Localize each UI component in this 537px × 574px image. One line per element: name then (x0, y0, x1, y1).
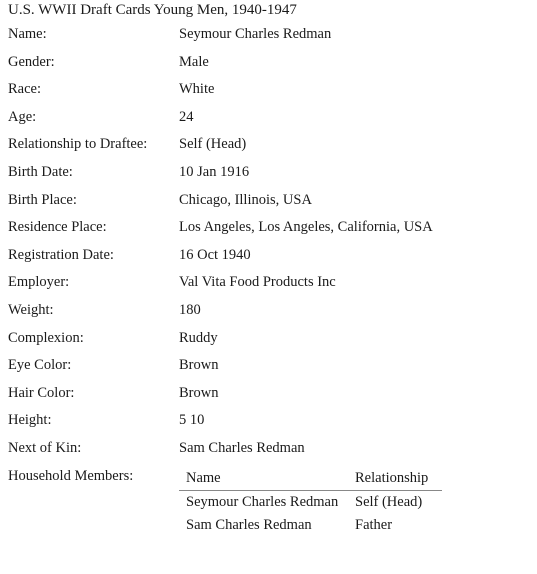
field-label: Birth Date: (8, 163, 73, 180)
field-complexion (8, 326, 533, 354)
household-members-table (179, 466, 442, 537)
field-label: Height: (8, 412, 52, 429)
field-value: 16 Oct 1940 (179, 246, 251, 263)
column-header-name: Name (179, 466, 348, 491)
table-row (179, 490, 442, 514)
field-label: Complexion: (8, 329, 84, 346)
field-label: Relationship to Draftee: (8, 136, 148, 153)
field-label: Hair Color: (8, 384, 75, 401)
field-value: Sam Charles Redman (179, 439, 305, 456)
table-row (179, 514, 442, 537)
member-relationship: Father (355, 516, 393, 533)
field-gender (8, 50, 533, 78)
field-registration-date (8, 243, 533, 271)
field-race (8, 77, 533, 105)
field-label: Residence Place: (8, 219, 107, 236)
field-label: Age: (8, 108, 37, 125)
field-next-of-kin (8, 436, 533, 464)
field-eye-color (8, 353, 533, 381)
field-age (8, 105, 533, 133)
field-label: Gender: (8, 53, 55, 70)
field-label: Registration Date: (8, 246, 114, 263)
field-label: Weight: (8, 301, 54, 318)
field-label: Birth Place: (8, 191, 77, 208)
field-value: Seymour Charles Redman (179, 26, 332, 42)
field-relationship (8, 132, 533, 160)
field-birth-date (8, 160, 533, 188)
field-label: Name: (8, 26, 47, 42)
field-value: Val Vita Food Products Inc (179, 274, 336, 291)
field-birth-place (8, 188, 533, 216)
field-label: Race: (8, 81, 42, 98)
field-value: Brown (179, 357, 219, 374)
column-header-relationship: Relationship (348, 466, 442, 491)
field-hair-color (8, 381, 533, 409)
field-label: Eye Color: (8, 357, 72, 374)
field-value: Ruddy (179, 329, 218, 346)
record-title: U.S. WWII Draft Cards Young Men, 1940-1947 (8, 2, 297, 18)
field-label: Next of Kin: (8, 439, 82, 456)
field-value: Chicago, Illinois, USA (179, 191, 312, 208)
field-value: White (179, 81, 215, 98)
field-height (8, 408, 533, 436)
record-fields (8, 22, 533, 574)
member-name: Seymour Charles Redman (186, 493, 339, 510)
field-value: Los Angeles, Los Angeles, California, USA (179, 219, 433, 236)
field-label: Employer: (8, 274, 70, 291)
field-value: Self (Head) (179, 136, 247, 153)
member-relationship: Self (Head) (355, 493, 423, 510)
field-value: 180 (179, 301, 201, 318)
field-value: 24 (179, 108, 194, 125)
field-value: 5 10 (179, 412, 205, 429)
field-value: Male (179, 53, 209, 70)
field-value: 10 Jan 1916 (179, 163, 250, 180)
field-weight (8, 298, 533, 326)
field-label: Household Members: (8, 467, 134, 484)
field-household-members (8, 464, 533, 574)
field-residence-place (8, 215, 533, 243)
field-name (8, 22, 533, 50)
field-employer (8, 270, 533, 298)
table-header-row (179, 466, 442, 491)
field-value: Brown (179, 384, 219, 401)
member-name: Sam Charles Redman (186, 516, 312, 533)
